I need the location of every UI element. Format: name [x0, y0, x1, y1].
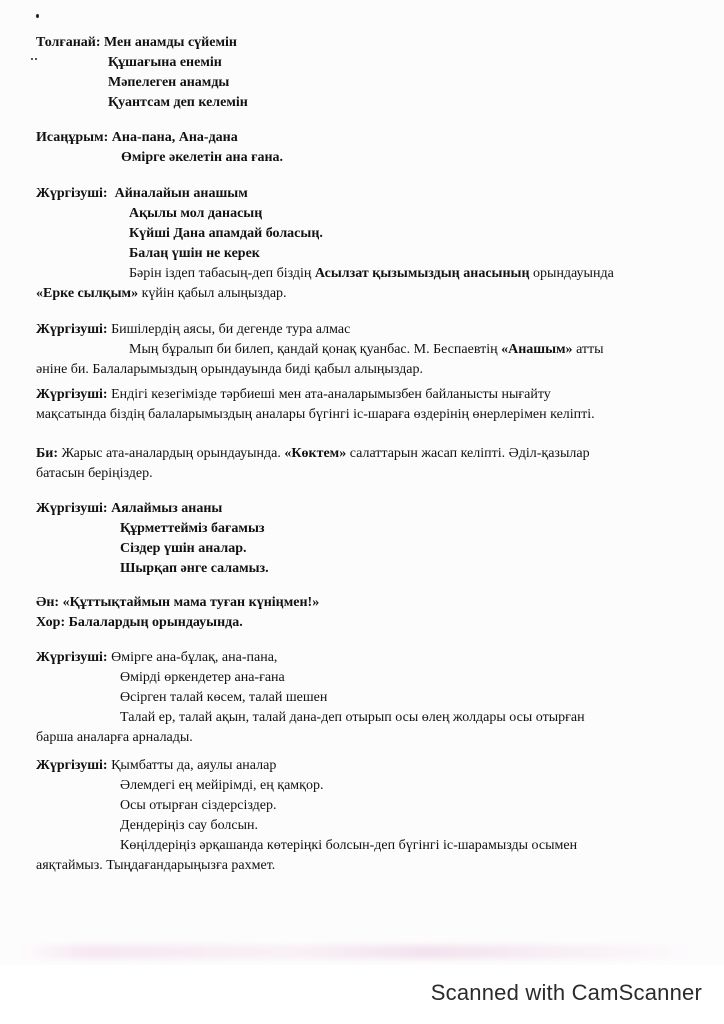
verse-line: Өмірге ана-бұлақ, ана-пана,: [111, 650, 278, 665]
dialogue-host-1: [36, 184, 706, 304]
verse-line: Өсірген талай көсем, талай шешен: [120, 690, 328, 705]
text: күйін қабыл алыңыздар.: [138, 286, 287, 301]
verse-line: Аялаймыз ананы: [111, 501, 223, 516]
verse-line: Әлемдегі ең мейірімді, ең қамқор.: [120, 778, 324, 793]
dance-item: [36, 444, 706, 484]
verse-line: Балаң үшін не керек: [129, 246, 260, 261]
speaker-label: Жүргізуші:: [36, 758, 108, 773]
dialogue-host-4: [36, 499, 706, 579]
piece-title: «Ерке сылқым»: [36, 286, 139, 301]
verse-line: Өмірге әкелетін ана ғана.: [121, 150, 284, 165]
text: Ендігі кезегімізде тәрбиеші мен ата-аналарымызбен байланысты нығайту: [111, 387, 551, 402]
text: Бәрін іздеп табасың-деп біздің: [129, 266, 315, 281]
verse-line: Мен анамды сүйемін: [104, 35, 237, 50]
piece-title: «Анашым»: [501, 342, 573, 357]
speaker-label: Исаңұрым:: [36, 130, 109, 145]
paragraph-line: [36, 284, 706, 304]
paragraph-line: батасын беріңіздер.: [36, 466, 153, 481]
speaker-label: Жүргізуші:: [36, 186, 108, 201]
paragraph-line: әніне би. Балаларымыздың орындауында биді қабыл алыңыздар.: [36, 362, 423, 377]
speaker-label: Би:: [36, 446, 58, 461]
dialogue-host-3: [36, 385, 706, 425]
text: Жарыс ата-аналардың орындауында.: [61, 446, 285, 461]
verse-line: Дендеріңіз сау болсын.: [120, 818, 258, 833]
paragraph-line: [36, 340, 706, 360]
verse-line: Күйші Дана апамдай боласың.: [129, 226, 323, 241]
text: салаттарын жасап келіпті. Әділ-қазылар: [346, 446, 590, 461]
piece-title: «Көктем»: [284, 446, 347, 461]
text: Бишілердің аясы, би дегенде тура алмас: [111, 322, 351, 337]
paragraph-line: [36, 264, 706, 284]
dialogue-isanurym: [36, 128, 706, 168]
verse-line: Ақылы мол данасың: [129, 206, 263, 221]
choir-text: Балалардың орындауында.: [68, 615, 243, 630]
text: орындауында: [529, 266, 614, 281]
speaker-label: Жүргізуші:: [36, 322, 108, 337]
verse-line: Ана-пана, Ана-дана: [111, 130, 238, 145]
dialogue-host-5: [36, 648, 706, 748]
verse-line: Құрметтейміз бағамыз: [120, 521, 265, 536]
verse-line: Сіздер үшін аналар.: [120, 541, 247, 556]
text: атты: [572, 342, 604, 357]
verse-line: Өмірді өркендетер ана-ғана: [120, 670, 285, 685]
verse-line: Осы отырған сіздерсіздер.: [120, 798, 277, 813]
verse-line: Қуантсам деп келемін: [108, 95, 248, 110]
speaker-label: Жүргізуші:: [36, 501, 108, 516]
scan-speck: [36, 14, 39, 18]
verse-line: Шырқап әнге саламыз.: [120, 561, 269, 576]
scan-smudge: [20, 945, 700, 959]
scan-speck: [31, 58, 33, 60]
verse-line: Талай ер, талай ақын, талай дана-деп отырып осы өлең жолдары осы отырған: [120, 710, 585, 725]
song-label: Ән:: [36, 595, 60, 610]
song-item: [36, 593, 706, 633]
verse-line: Айналайын анашым: [114, 186, 248, 201]
paragraph-line: аяқтаймыз. Тыңдағандарыңызға рахмет.: [36, 858, 276, 873]
dialogue-host-2: [36, 320, 706, 380]
choir-label: Хор:: [36, 615, 66, 630]
camscanner-watermark: Scanned with CamScanner: [430, 980, 702, 1005]
dialogue-host-6: [36, 756, 706, 876]
text: Мың бұралып би билеп, қандай қонақ қуанбас. М. Беспаевтің: [129, 342, 502, 357]
verse-line: Құшағына енемін: [108, 55, 222, 70]
paragraph-line: мақсатында біздің балаларымыздың аналары бүгінгі іс-шараға өздерінің өнерлерімен келіпті.: [36, 407, 595, 422]
speaker-label: Толғанай:: [36, 35, 101, 50]
performer-name: Асылзат қызымыздың анасының: [314, 266, 530, 281]
speaker-label: Жүргізуші:: [36, 650, 108, 665]
verse-line: Мәпелеген анамды: [108, 75, 230, 90]
verse-line: Көңілдеріңіз әрқашанда көтеріңкі болсын-деп бүгінгі іс-шарамызды осымен: [120, 838, 578, 853]
paragraph-line: барша аналарға арналады.: [36, 730, 193, 745]
song-title: «Құттықтаймын мама туған күніңмен!»: [62, 595, 320, 610]
dialogue-tolganai: [36, 33, 706, 113]
verse-line: Қымбатты да, аяулы аналар: [111, 758, 277, 773]
speaker-label: Жүргізуші:: [36, 387, 108, 402]
